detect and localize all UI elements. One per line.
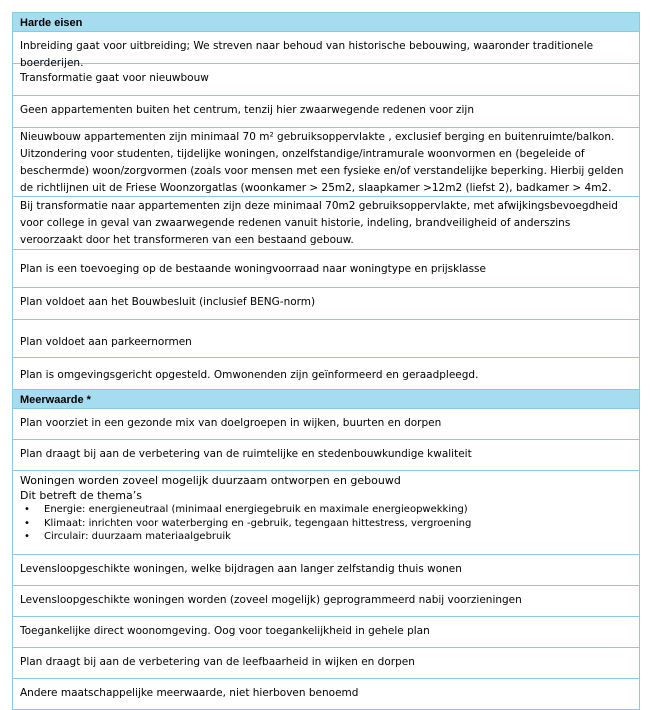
requirements-table — [12, 12, 640, 710]
section-header-meerwaarde — [12, 390, 640, 409]
table-row: Andere maatschappelijke meerwaarde, niet hierboven benoemd — [12, 679, 640, 710]
table-row — [12, 471, 640, 555]
section-header-harde-eisen — [12, 12, 640, 32]
theme-item: • Circulair: duurzaam materiaalgebruik — [20, 530, 632, 544]
table-row: Plan is een toevoeging op de bestaande woningvoorraad naar woningtype en prijsklasse — [12, 250, 640, 288]
table-row: Plan draagt bij aan de verbetering van de leefbaarheid in wijken en dorpen — [12, 648, 640, 679]
table-row: Plan voldoet aan het Bouwbesluit (inclusief BENG-norm) — [12, 288, 640, 320]
section-title: Harde eisen — [20, 17, 83, 29]
table-row: Transformatie gaat voor nieuwbouw — [12, 64, 640, 96]
theme-item: • Klimaat: inrichten voor waterberging en -gebruik, tegengaan hittestress, vergroening — [20, 517, 632, 531]
table-row: Toegankelijke direct woonomgeving. Oog voor toegankelijkheid in gehele plan — [12, 617, 640, 648]
table-row: Levensloopgeschikte woningen, welke bijdragen aan langer zelfstandig thuis wonen — [12, 555, 640, 586]
themes-intro: Dit betreft de thema’s — [20, 489, 142, 502]
table-row: Plan voldoet aan parkeernormen — [12, 320, 640, 358]
table-row: Plan draagt bij aan de verbetering van de ruimtelijke en stedenbouwkundige kwaliteit — [12, 440, 640, 471]
table-row: Plan is omgevingsgericht opgesteld. Omwonenden zijn geïnformeerd en geraadpleegd. — [12, 358, 640, 390]
theme-item: • Energie: energieneutraal (minimaal energiegebruik en maximale energieopwekking) — [20, 503, 632, 517]
table-row: Plan voorziet in een gezonde mix van doelgroepen in wijken, buurten en dorpen — [12, 409, 640, 440]
themes-list — [20, 503, 632, 544]
table-row: Levensloopgeschikte woningen worden (zoveel mogelijk) geprogrammeerd nabij voorzieningen — [12, 586, 640, 617]
table-row: Geen appartementen buiten het centrum, tenzij hier zwaarwegende redenen voor zijn — [12, 96, 640, 128]
section-title: Meerwaarde * — [20, 394, 91, 406]
table-row: Nieuwbouw appartementen zijn minimaal 70 m² gebruiksoppervlakte , exclusief berging en buitenruimte/balkon. Uitzondering voor studenten, tijdelijke woningen, onzelfstandige/intramurale woonvormen en (begeleide of beschermde) woon/zorgvormen (zoals voor mensen met een fysieke en/of verstandelijke beperking. Hierbij gelden de richtlijnen uit de Friese Woonzorgatlas (woonkamer > 25m2, slaapkamer >12m2 (liefst 2), badkamer > 4m2. — [12, 128, 640, 197]
row-text: Woningen worden zoveel mogelijk duurzaam ontworpen en gebouwd — [20, 474, 401, 487]
table-row: Bij transformatie naar appartementen zijn deze minimaal 70m2 gebruiksoppervlakte, met afwijkingsbevoegdheid voor college in geval van zwaarwegende redenen vanuit historie, indeling, brandveiligheid of anderszins veroorzaakt door het transformeren van een bestaand gebouw. — [12, 197, 640, 250]
table-row: Inbreiding gaat voor uitbreiding; We streven naar behoud van historische bebouwing, waaronder traditionele boerderijen. — [12, 32, 640, 64]
